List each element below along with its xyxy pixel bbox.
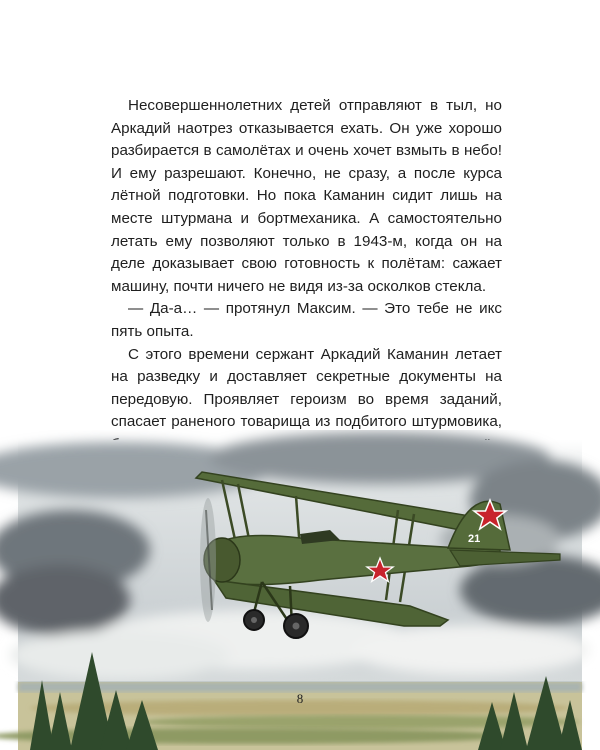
paragraph-1: Несовершеннолетних детей отправляют в тыл, но Аркадий наотрез отказывается ехать. Он уже хорошо разбирается в самолётах и очень хочет взмыть в небо! И ему разрешают. Конечно, не сразу, а после курса лётной подготовки. Но пока Каманин сидит лишь на месте штурмана и бортмеханика. А самостоятельно летать ему позволяют только в 1943-м, когда он на деле доказывает свою готовность к полётам: сажает машину, почти ничего не видя из-за осколков стекла. (111, 97, 502, 295)
page-number: 8 (296, 691, 304, 706)
paragraph-3: С этого времени сержант Аркадий Каманин летает на разведку и доставляет секретные документы на передовую. Проявляет героизм во время заданий, спасает раненого товарища из подбитого штурмовика, (111, 345, 502, 431)
aircraft-tail-number: 21 (468, 533, 481, 545)
paragraph-2: — Да-а… — протянул Максим. — Это тебе не икс пять опыта. (111, 300, 502, 340)
body-text (111, 95, 502, 479)
